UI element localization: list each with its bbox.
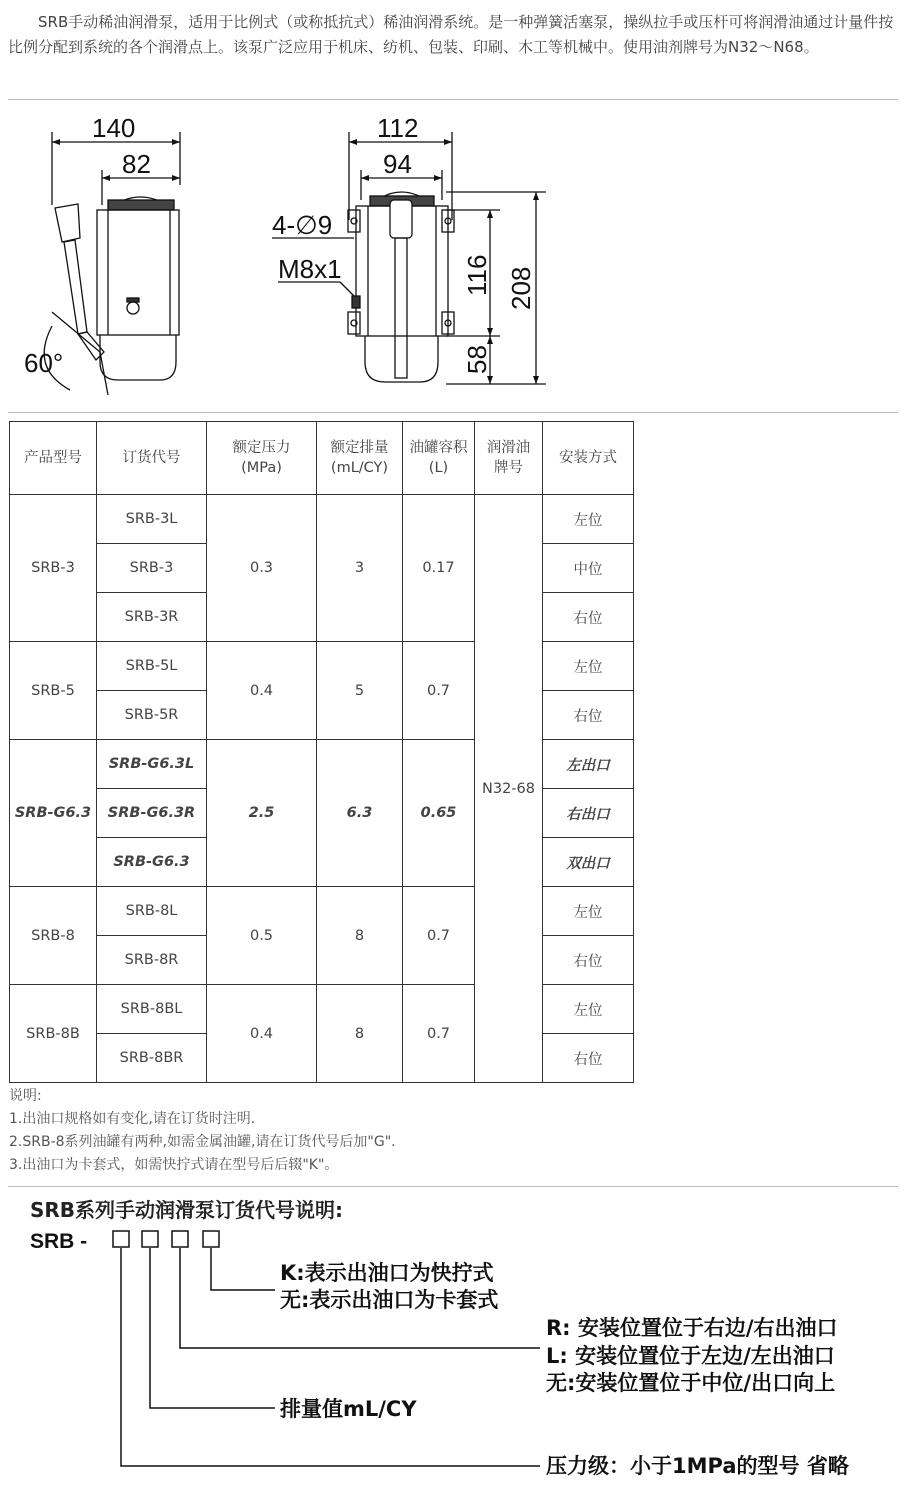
order-code-cell: SRB-8BL xyxy=(97,985,207,1034)
mount-cell: 左位 xyxy=(543,495,634,544)
model-cell: SRB-8B xyxy=(10,985,97,1083)
divider-drawing xyxy=(8,412,898,413)
model-cell: SRB-8 xyxy=(10,887,97,985)
table-header-line: 润滑油 xyxy=(486,440,531,456)
table-row xyxy=(10,495,634,544)
dim-angle-label: 60° xyxy=(24,348,64,378)
order-code-cell: SRB-5R xyxy=(97,691,207,740)
displacement-cell: 5 xyxy=(317,642,403,740)
table-header xyxy=(403,422,475,495)
mount-cell: 右出口 xyxy=(543,789,634,838)
dim-140-label: 140 xyxy=(92,113,136,143)
order-r-line: R: 安装位置位于右边/右出油口 xyxy=(546,1316,838,1340)
dim-116-label: 116 xyxy=(462,254,492,296)
order-code-cell: SRB-5L xyxy=(97,642,207,691)
table-header xyxy=(10,422,97,495)
dim-58-label: 58 xyxy=(462,345,492,374)
note-item: 1.出油口规格如有变化,请在订货时注明. xyxy=(9,1111,256,1127)
volume-cell: 0.65 xyxy=(403,740,475,887)
order-pressure-line: 压力级：小于1MPa的型号 省略 xyxy=(546,1454,849,1478)
dim-94-label: 94 xyxy=(383,149,412,179)
note-item: 3.出油口为卡套式，如需快拧式请在型号后后辍"K"。 xyxy=(9,1157,339,1173)
order-code-cell: SRB-G6.3 xyxy=(97,838,207,887)
mount-cell: 左位 xyxy=(543,985,634,1034)
pressure-cell: 2.5 xyxy=(207,740,317,887)
volume-cell: 0.7 xyxy=(403,985,475,1083)
order-code-cell: SRB-G6.3R xyxy=(97,789,207,838)
notes-section xyxy=(9,1085,396,1177)
table-header xyxy=(207,422,317,495)
table-header-line: 额定排量 xyxy=(330,440,389,456)
displacement-cell: 8 xyxy=(317,887,403,985)
dimension-drawing xyxy=(0,100,910,410)
dim-82-label: 82 xyxy=(122,149,151,179)
table-header-line: 安装方式 xyxy=(559,450,617,466)
order-code-cell: SRB-8R xyxy=(97,936,207,985)
mount-cell: 中位 xyxy=(543,544,634,593)
dim-112-label: 112 xyxy=(377,113,419,143)
table-header xyxy=(317,422,403,495)
dim-thread-label: M8x1 xyxy=(278,254,342,284)
model-cell: SRB-G6.3 xyxy=(10,740,97,887)
mount-cell: 左位 xyxy=(543,642,634,691)
pressure-cell: 0.4 xyxy=(207,642,317,740)
order-mid-line: 无:安装位置位于中位/出口向上 xyxy=(546,1371,836,1395)
mount-cell: 右位 xyxy=(543,691,634,740)
mount-cell: 右位 xyxy=(543,1034,634,1083)
order-k-line: K:表示出油口为快拧式 xyxy=(280,1261,494,1285)
table-header-line: 油罐容积 xyxy=(409,440,468,456)
table-header xyxy=(97,422,207,495)
order-code-title: SRB系列手动润滑泵订货代号说明: xyxy=(30,1198,344,1222)
mount-cell: 左位 xyxy=(543,887,634,936)
code-box xyxy=(113,1231,129,1247)
order-code-prefix: SRB - xyxy=(30,1230,88,1253)
code-box xyxy=(203,1231,219,1247)
mount-cell: 右位 xyxy=(543,936,634,985)
table-header-unit: (mL/CY) xyxy=(330,460,389,476)
oil-grade-cell: N32-68 xyxy=(475,495,543,1083)
model-cell: SRB-5 xyxy=(10,642,97,740)
table-header-line: 额定压力 xyxy=(232,440,291,456)
mount-cell: 左出口 xyxy=(543,740,634,789)
order-code-cell: SRB-3L xyxy=(97,495,207,544)
volume-cell: 0.17 xyxy=(403,495,475,642)
table-header-unit: (L) xyxy=(428,460,449,476)
table-header-line: 产品型号 xyxy=(24,450,82,466)
model-cell: SRB-3 xyxy=(10,495,97,642)
displacement-cell: 6.3 xyxy=(317,740,403,887)
mount-cell: 双出口 xyxy=(543,838,634,887)
order-code-cell: SRB-3R xyxy=(97,593,207,642)
pressure-cell: 0.5 xyxy=(207,887,317,985)
displacement-cell: 3 xyxy=(317,495,403,642)
order-l-line: L: 安装位置位于左边/左出油口 xyxy=(546,1344,835,1368)
order-displacement-line: 排量值mL/CY xyxy=(280,1397,417,1421)
order-code-cell: SRB-G6.3L xyxy=(97,740,207,789)
order-k-none-line: 无:表示出油口为卡套式 xyxy=(280,1288,499,1312)
table-header-unit: 牌号 xyxy=(494,460,523,476)
intro-paragraph: SRB手动稀油润滑泵，适用于比例式（或称抵抗式）稀油润滑系统。是一种弹簧活塞泵，操纵拉手或压杆可将润滑油通过计量件按比例分配到系统的各个润滑点上。该泵广泛应用于机床、纺机、包装、印刷、木工等机械中。使用油剂牌号为N32～N68。 xyxy=(8,13,894,56)
order-code-cell: SRB-8BR xyxy=(97,1034,207,1083)
pressure-cell: 0.4 xyxy=(207,985,317,1083)
volume-cell: 0.7 xyxy=(403,642,475,740)
dim-holes-label: 4-∅9 xyxy=(272,210,333,240)
pressure-cell: 0.3 xyxy=(207,495,317,642)
table-header-line: 订货代号 xyxy=(122,450,181,466)
spec-table xyxy=(9,421,634,1083)
table-header-unit: (MPa) xyxy=(241,460,282,476)
volume-cell: 0.7 xyxy=(403,887,475,985)
table-header xyxy=(543,422,634,495)
code-box xyxy=(142,1231,158,1247)
code-box xyxy=(172,1231,188,1247)
mount-cell: 右位 xyxy=(543,593,634,642)
displacement-cell: 8 xyxy=(317,985,403,1083)
divider-order xyxy=(8,1186,898,1187)
dim-208-label: 208 xyxy=(506,266,536,310)
order-code-cell: SRB-8L xyxy=(97,887,207,936)
table-header xyxy=(475,422,543,495)
notes-title: 说明: xyxy=(9,1088,42,1104)
order-code-cell: SRB-3 xyxy=(97,544,207,593)
note-item: 2.SRB-8系列油罐有两种,如需金属油罐,请在订货代号后加"G". xyxy=(9,1134,396,1150)
